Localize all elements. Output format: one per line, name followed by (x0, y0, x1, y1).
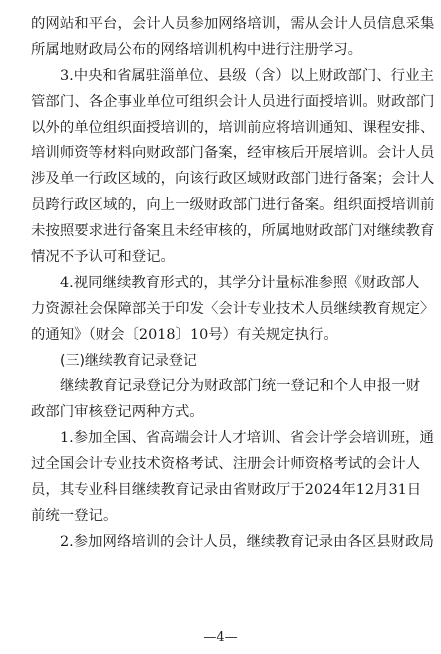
text-line: 政部门审核登记两种方式。 (31, 404, 204, 421)
text-line: 员 ， 其 专 业 科 目 继 续 教 育 记 录 由 省 财 政 厅 于 2024 年 12 月 31 日 (31, 482, 422, 499)
text-line: 4. 视 同 继 续 教 育 形 式 的 ， 其 学 分 计 量 标 准 参 照 《 财 政 部 人 (60, 274, 420, 291)
text-line: 未 按 照 要 求 进 行 备 案 且 未 经 审 核 的 ， 所 属 地 财 政 部 门 对 继 续 教 育 (31, 223, 435, 240)
text-line: 以 外 的 单 位 组 织 面 授 培 训 的 ， 培 训 前 应 将 培 训 通 知 、 课 程 安 排 、 (31, 119, 435, 136)
text-line: 的通知》（财会〔2018〕10号）有关规定执行。 (31, 326, 338, 343)
text-line: 力 资 源 社 会 保 障 部 关 于 印 发 〈 会 计 专 业 技 术 人 员 继 续 教 育 规 定 〉 (31, 300, 435, 317)
text-line: 2. 参 加 网 络 培 训 的 会 计 人 员 ， 继 续 教 育 记 录 由 各 区 县 财 政 局 (60, 533, 434, 550)
text-line: 涉 及 单 一 行 政 区 域 的 ， 向 该 行 政 区 域 财 政 部 门 进 行 备 案 ； 会 计 人 (31, 171, 435, 188)
text-line: 情况不予认可和登记。 (31, 249, 175, 266)
text-line: 过 全 国 会 计 专 业 技 术 资 格 考 试 、 注 册 会 计 师 资 格 考 试 的 会 计 人 (31, 456, 420, 473)
text-line: 的 网 站 和 平 台 ， 会 计 人 员 参 加 网 络 培 训 ， 需 从 会 计 人 员 信 息 采 集 (31, 16, 435, 32)
text-line: 培 训 师 资 等 材 料 向 财 政 部 门 备 案 ， 经 审 核 后 开 展 培 训 。 会 计 人 员 (31, 145, 435, 162)
text-line: 3. 中 央 和 省 属 驻 淄 单 位 、 县 级 （ 含 ） 以 上 财 政 部 门 、 行 业 主 (60, 67, 434, 84)
section-heading: (三)继续教育记录登记 (60, 352, 197, 369)
document-body (31, 12, 435, 556)
text-line: 继 续 教 育 记 录 登 记 分 为 财 政 部 门 统 一 登 记 和 个 人 申 报 一 财 (60, 378, 421, 395)
text-line: 1. 参 加 全 国 、 省 高 端 会 计 人 才 培 训 、 省 会 计 学 会 培 训 班 ， 通 (60, 430, 434, 447)
page-number: —4— (203, 630, 238, 645)
text-line: 管 部 门 、 各 企 事 业 单 位 可 组 织 会 计 人 员 进 行 面 授 培 训 。 财 政 部 门 (31, 93, 435, 110)
text-line: 所属地财政局公布的网络培训机构中进行注册学习。 (31, 41, 362, 58)
text-line: 前统一登记。 (31, 507, 118, 524)
text-line: 员 跨 行 政 区 域 的 ， 向 上 一 级 财 政 部 门 进 行 备 案 。 组 织 面 授 培 训 前 (31, 197, 435, 214)
